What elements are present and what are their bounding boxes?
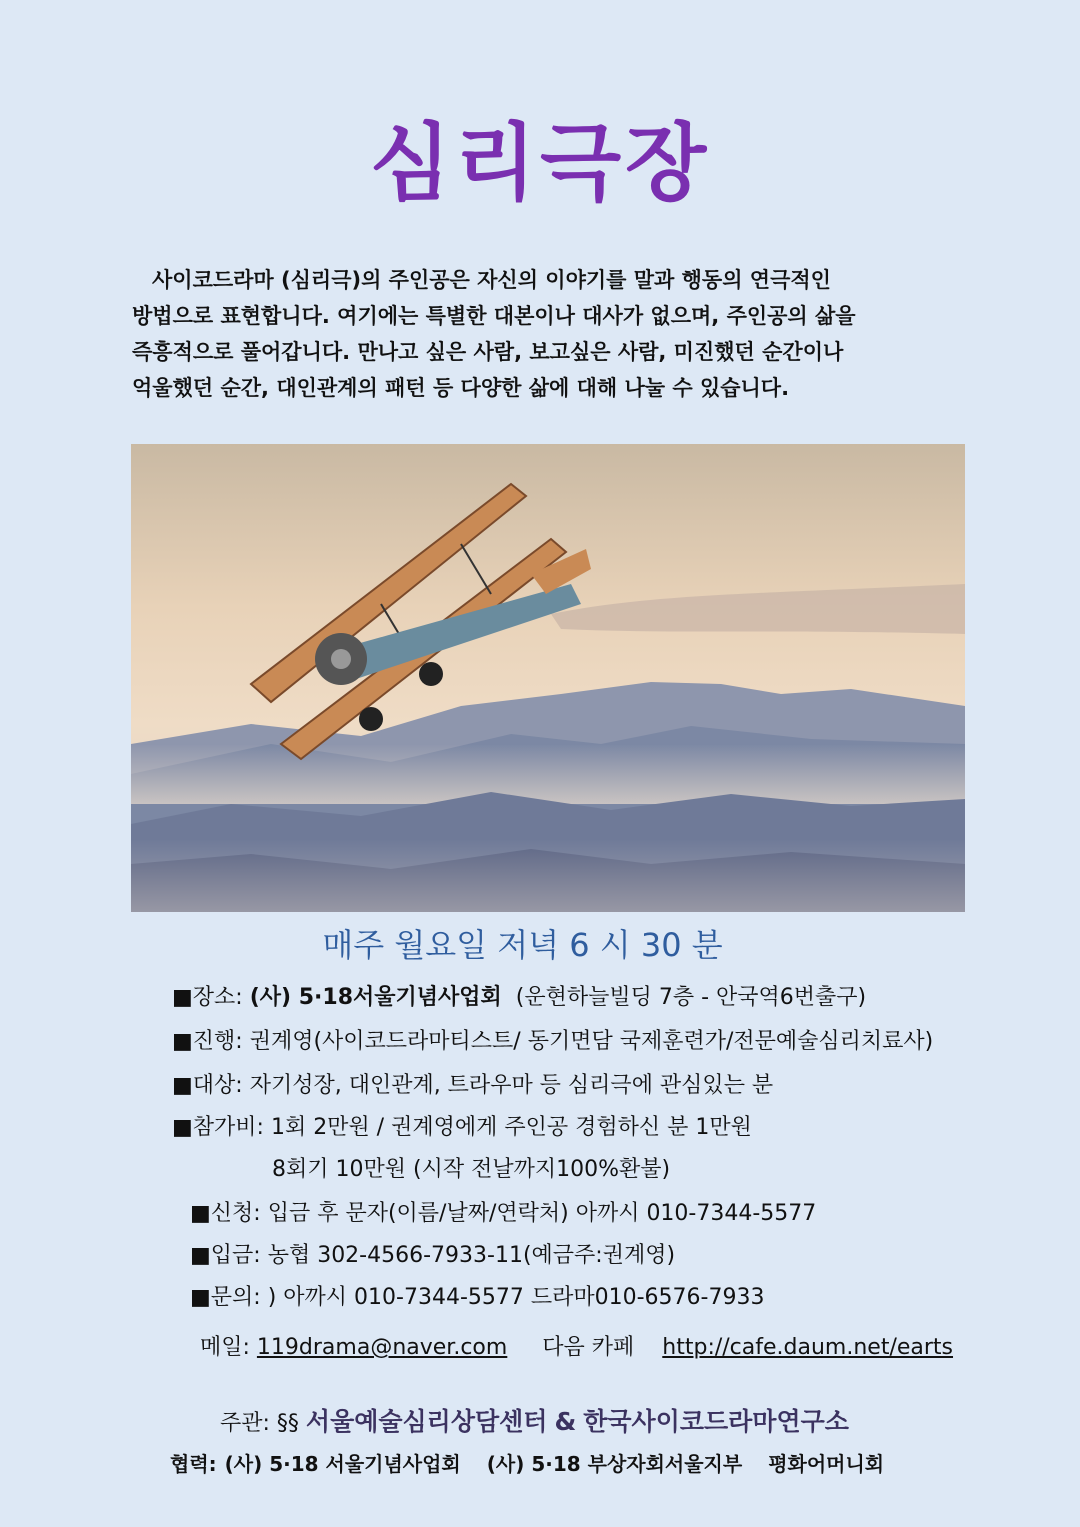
cafe-label: 다음 카페 [542,1335,635,1360]
lead-row: ■진행: 권계영(사이코드라마티스트/ 동기면담 국제훈련가/전문예술심리치료사) [172,1029,934,1054]
intro-line: 방법으로 표현합니다. 여기에는 특별한 대본이나 대사가 없으며, 주인공의 삶을 [132,304,856,328]
coop-org-1: (사) 5·18 서울기념사업회 [224,1452,461,1476]
schedule: 매주 월요일 저녁 6 시 30 분 [322,926,723,964]
intro-line: 즉흥적으로 풀어갑니다. 만나고 싶은 사람, 보고싶은 사람, 미진했던 순간이나 [132,340,844,364]
venue-detail: (운현하늘빌딩 7층 - 안국역6번출구) [515,985,867,1010]
host-label: 주관: [220,1411,270,1436]
host-line [220,1402,849,1438]
coop-line [170,1448,910,1477]
poster-title: 심리극장 [369,114,711,212]
host-amp: & [554,1407,577,1436]
contact-row [200,1330,953,1361]
mail-link[interactable]: 119drama@naver.com [256,1335,508,1360]
apply-row: ■신청: 입금 후 문자(이름/날짜/연락처) 아까시 010-7344-5577 [190,1201,817,1226]
intro-paragraph [132,262,932,406]
inquiry-row: ■문의: ) 아까시 010-7344-5577 드라마010-6576-7933 [190,1285,765,1310]
host-org-2: 한국사이코드라마연구소 [583,1407,849,1436]
venue-row [172,980,866,1011]
intro-line: 억울했던 순간, 대인관계의 패턴 등 다양한 삶에 대해 나눌 수 있습니다. [132,376,790,400]
venue-name: (사) 5·18서울기념사업회 [249,985,502,1010]
coop-label: 협력: [170,1452,217,1476]
cafe-link[interactable]: http://cafe.daum.net/earts [662,1335,954,1360]
venue-label: ■장소: [172,985,250,1010]
fee-row: ■참가비: 1회 2만원 / 권계영에게 주인공 경험하신 분 1만원 [172,1115,752,1140]
mail-label: 메일: [200,1335,257,1360]
target-row: ■대상: 자기성장, 대인관계, 트라우마 등 심리극에 관심있는 분 [172,1073,774,1098]
coop-org-3: 평화어머니회 [768,1452,885,1476]
coop-org-2: (사) 5·18 부상자회서울지부 [486,1452,743,1476]
intro-line: 사이코드라마 (심리극)의 주인공은 자신의 이야기를 말과 행동의 연극적인 [152,268,831,292]
host-logo-icon: §§ [276,1411,299,1436]
fee-row-2: 8회기 10만원 (시작 전날까지100%환불) [272,1157,671,1182]
deposit-row: ■입금: 농협 302-4566-7933-11(예금주:권계영) [190,1243,676,1268]
host-org-1: 서울예술심리상담센터 [305,1407,548,1436]
biplane-illustration [131,444,965,912]
biplane-photo [131,444,965,912]
